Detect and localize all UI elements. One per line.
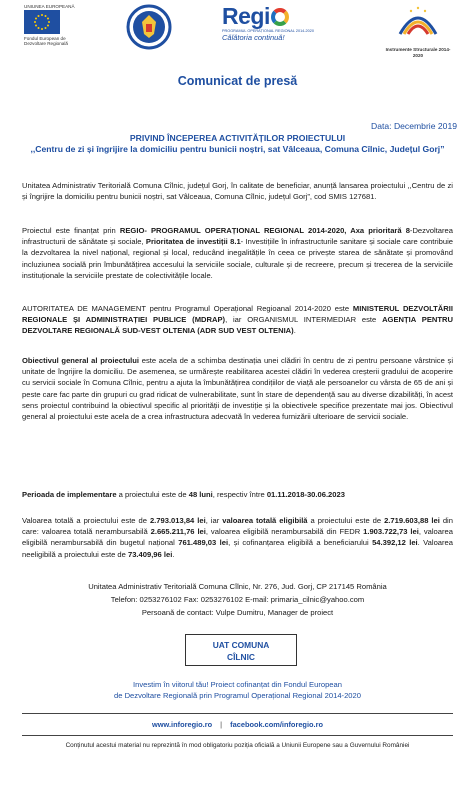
value-national: 761.489,03 lei xyxy=(178,538,229,548)
text: . xyxy=(293,326,296,336)
text: , valoarea eligibilă nerambursabilă din bugetul național xyxy=(22,527,453,548)
value-nonrefundable: 2.665.211,76 lei xyxy=(150,527,206,537)
period-label: Perioada de implementare xyxy=(22,490,117,499)
text: - Investițiile în infrastructurile sanitare și sociale care contribuie la dezvoltarea la nivel național, regional și local, reducând inegalitățile în ceea ce privește starea de sănătate și promovând incluziunea socială prin îmbunătățirea accesului la serviciile sociale, culturale și de recreere, precum și trecerea de la serviciile instituționale la serviciile prestate de colectivitățile locale. xyxy=(22,237,453,280)
investment-priority: Prioritatea de investiții 8.1 xyxy=(145,237,241,247)
paragraph-objective xyxy=(22,355,453,422)
text: a proiectului este de xyxy=(116,490,189,499)
regio-subtitle: PROGRAMUL OPERAȚIONAL REGIONAL 2014-2020 xyxy=(222,29,314,33)
invest-notice xyxy=(0,679,475,701)
period-dates: 01.11.2018-30.06.2023 xyxy=(266,490,345,499)
invest-line2: de Dezvoltare Regională prin Programul Operațional Regional 2014-2020 xyxy=(114,691,361,700)
text: . xyxy=(172,549,175,559)
header-logos xyxy=(0,4,475,64)
regio-logo xyxy=(222,4,342,42)
text: din care: valoarea totală nerambursabilă xyxy=(22,516,453,537)
agency-name: AGENȚIA PENTRU DEZVOLTARE REGIONALĂ SUD-VEST OLTENIA (ADR SUD VEST OLTENIA) xyxy=(22,315,453,336)
invest-line1: Investim în viitorul tău! Proiect cofinanțat din Fondul European xyxy=(133,680,342,689)
value-fedr: 1.903.722,73 lei xyxy=(363,527,419,537)
eu-top-caption: UNIUNEA EUROPEANĂ xyxy=(24,4,75,9)
beneficiary-line1: UAT COMUNA xyxy=(212,640,270,650)
government-crest-icon xyxy=(126,4,172,50)
beneficiary-line2: CÎLNIC xyxy=(227,652,255,662)
paragraph-values xyxy=(22,515,453,560)
value-eligible: 2.719.603,88 lei xyxy=(384,516,440,525)
text: , iar xyxy=(205,516,223,525)
beneficiary-box xyxy=(185,634,297,666)
value-total: 2.793.013,84 lei xyxy=(149,516,206,525)
text: AUTORITATEA DE MANAGEMENT pentru Programul Operațional Regioanal 2014-2020 este xyxy=(22,304,353,313)
paragraph-intro: Unitatea Administrativ Teritorială Comuna Cîlnic, județul Gorj, în calitate de beneficiar, anunță lansarea proiectului ,,Centru de zi și îngrijire la domiciliu pentru bunicii noștri, sat Vâlceaua, Comuna Cîlnic, județul Gorj”, cod SMIS 127681. xyxy=(22,181,453,202)
eu-caption: Fondul European de Dezvoltare Regională xyxy=(24,36,68,46)
objective-label: Obiectivul general al proiectului xyxy=(22,356,140,365)
divider xyxy=(22,735,453,736)
eu-logo xyxy=(24,4,94,46)
text: este acela de a schimba destinația unei clădiri în centru de zi pentru persoane vârstnice și unitate de îngrijire la domiciliu. De asemenea, se urmărește reabilitarea acestei clădiri în vederea creșterii gradului de acoperire cu servicii sociale în Comuna Cîlnic, pentru a ajuta la îmbunătățirea condițiilor de viață ale persoanelor cu vârsta de 65 de ani și peste care fac parte din grupuri cu grad ridicat de vulnerabilitate, sunt în stare de dependență sau au diverse dizabilități, în acest sens proiectul contribuind la obiectivul specific al priorității de investiție și la obiectivele specifice prezentate mai jos. Obiectivul general al proiectului este acela de a crea infrastructura adecvată în vederea furnizării ulterioare de servicii sociale. xyxy=(22,356,454,422)
text: Valoarea totală a proiectului este de xyxy=(22,516,150,525)
regio-wordmark: Regi xyxy=(222,4,342,28)
contact-address: Unitatea Administrativ Teritorială Comuna Cîlnic, Nr. 276, Jud. Gorj, CP 217145 România xyxy=(88,582,387,591)
value-noneligible: 73.409,96 lei xyxy=(127,549,173,559)
structural-instruments-caption: Instrumente Structurale 2014-2020 xyxy=(385,47,451,58)
eu-flag-icon xyxy=(24,10,60,34)
eligible-label: valoarea totală eligibilă xyxy=(222,516,308,525)
contact-person: Persoană de contact: Vulpe Dumitru, Manager de proiect xyxy=(141,608,334,617)
disclaimer: Conținutul acestui material nu reprezintă în mod obligatoriu poziția oficială a Uniunii Europene sau a Guvernului României xyxy=(65,742,410,749)
regio-tagline: Călătoria continuă! xyxy=(222,33,285,42)
text: . Valoarea neeligibilă a proiectului este de xyxy=(22,538,453,559)
text: , și cofinanțarea eligibilă a beneficiarului xyxy=(228,538,373,548)
contact-phone-email: Telefon: 0253276102 Fax: 0253276102 E-mail: primaria_cilnic@yahoo.com xyxy=(110,595,365,604)
text: -Dezvoltarea infrastructurii de sănătate și sociale, xyxy=(22,226,453,247)
text: , iar ORGANISMUL INTERMEDIAR este xyxy=(225,315,383,325)
paragraph-period xyxy=(22,489,453,500)
text: Proiectul este finanțat prin xyxy=(22,226,120,235)
value-cofinancing: 54.392,12 lei xyxy=(372,538,418,548)
divider xyxy=(22,713,453,714)
structural-instruments-logo xyxy=(382,4,454,58)
date-line: Data: Decembrie 2019 xyxy=(371,121,457,131)
text: a proiectului este de xyxy=(307,516,385,525)
text: , valoarea eligibilă nerambursabilă din FEDR xyxy=(205,527,364,537)
heading-line2: ,,Centru de zi și îngrijire la domiciliu pentru bunicii noștri, sat Vâlceaua, Comuna Cîlnic, Județul Gorj” xyxy=(30,144,445,154)
text: , respectiv între xyxy=(212,490,267,499)
regio-o-icon xyxy=(271,8,289,26)
program-name: REGIO- PROGRAMUL OPERAȚIONAL REGIONAL 2014-2020, Axa prioritară 8 xyxy=(119,226,410,235)
paragraph-financing xyxy=(22,225,453,281)
website-link[interactable]: www.inforegio.ro xyxy=(152,720,213,729)
separator: | xyxy=(220,720,223,729)
facebook-link[interactable]: facebook.com/inforegio.ro xyxy=(230,720,323,729)
paragraph-authorities xyxy=(22,303,453,337)
ministry-name: MINISTERUL DEZVOLTĂRII REGIONALE ȘI ADMINISTRAȚIEI PUBLICE (MDRAP) xyxy=(22,304,453,325)
page-title: Comunicat de presă xyxy=(177,74,298,88)
footer-links xyxy=(0,720,475,729)
period-months: 48 luni xyxy=(188,490,213,499)
structural-instruments-icon xyxy=(396,4,440,42)
heading-line1: PRIVIND ÎNCEPEREA ACTIVITĂȚILOR PROIECTULUI xyxy=(129,133,346,143)
